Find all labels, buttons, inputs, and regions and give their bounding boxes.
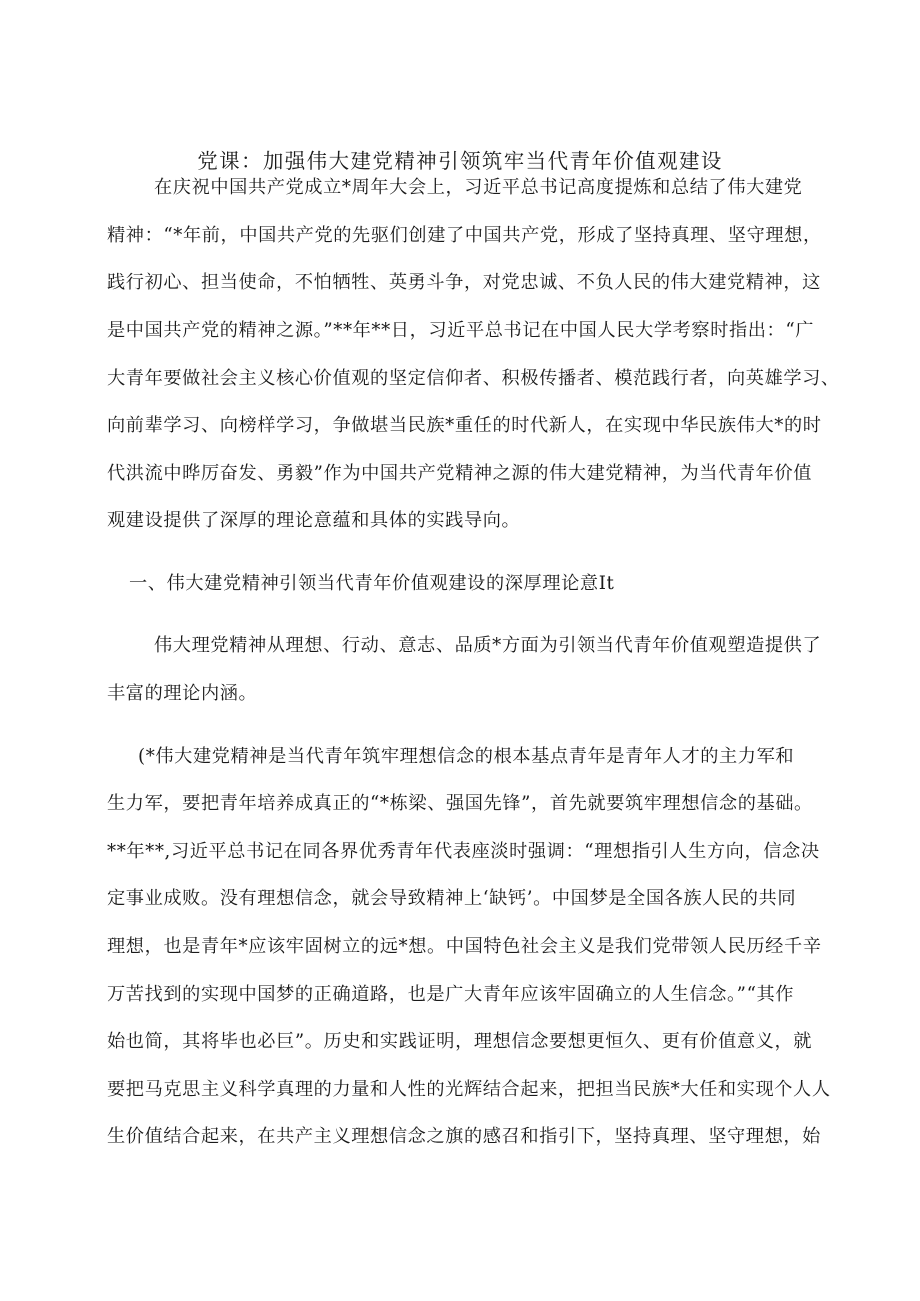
text-line: 生力军，要把青年培养成真正的“*栋梁、强国先锋”，首先就要筑牢理想信念的基础。 [107,793,813,814]
text-line: 践行初心、担当使命，不怕牺牲、英勇斗争，对党忠诚、不负人民的伟大建党精神，这 [107,272,821,293]
text-line: 代洪流中晔厉奋发、勇毅”作为中国共产党精神之源的伟大建党精神，为当代青年价值 [107,463,813,484]
text-line: 始也简，其将毕也必巨”。历史和实践证明，理想信念要想更恒久、更有价值意义，就 [107,1031,813,1052]
section-heading: 一、伟大建党精神引领当代青年价值观建设的深厚理论意It [129,573,615,594]
text-line: 生价值结合起来，在共产主义理想信念之旗的感召和指引下，坚持真理、坚守理想，始 [107,1126,821,1147]
text-line: 精神：“*年前，中国共产党的先驱们创建了中国共产党，形成了坚持真理、坚守理想， [107,225,822,246]
text-line: 观建设提供了深厚的理论意蕴和具体的实践导向。 [107,510,521,531]
text-line: (*伟大建党精神是当代青年筑牢理想信念的根本基点青年是青年人才的主力军和 [138,746,795,767]
text-line: **年**,习近平总书记在同各界优秀青年代表座淡时强调：“理想指引人生方向，信念决 [107,841,820,862]
text-line: 是中国共产党的精神之源。”**年**日，习近平总书记在中国人民大学考察时指出：“广 [107,320,815,341]
text-line: 定事业成败。没有理想信念，就会导致精神上‘缺钙’。中国梦是全国各族人民的共同 [107,888,797,909]
text-line: 要把马克思主义科学真理的力量和人性的光辉结合起来，把担当民族*大任和实现个人人 [107,1079,831,1100]
text-line: 丰富的理论内涵。 [107,683,258,704]
text-line: 理想，也是青年*应该牢固树立的远*想。中国特色社会主义是我们党带领人民历经千辛 [107,936,822,957]
text-line: 伟大理党精神从理想、行动、意志、品质*方面为引领当代青年价值观塑造提供了 [154,635,822,656]
text-line: 在庆祝中国共产党成立*周年大会上，习近平总书记高度提炼和总结了伟大建党 [154,177,803,198]
text-line: 大青年要做社会主义核心价值观的坚定信仰者、积极传播者、模范践行者，向英雄学习、 [107,368,840,389]
text-line: 万苦找到的实现中国梦的正确道路，也是广大青年应该牢固确立的人生信念。”“其作 [107,984,795,1005]
text-line: 向前辈学习、向榜样学习，争做堪当民族*重任的时代新人，在实现中华民族伟大*的时 [107,415,822,436]
document-title: 党课：加强伟大建党精神引领筑牢当代青年价值观建设 [197,149,723,173]
